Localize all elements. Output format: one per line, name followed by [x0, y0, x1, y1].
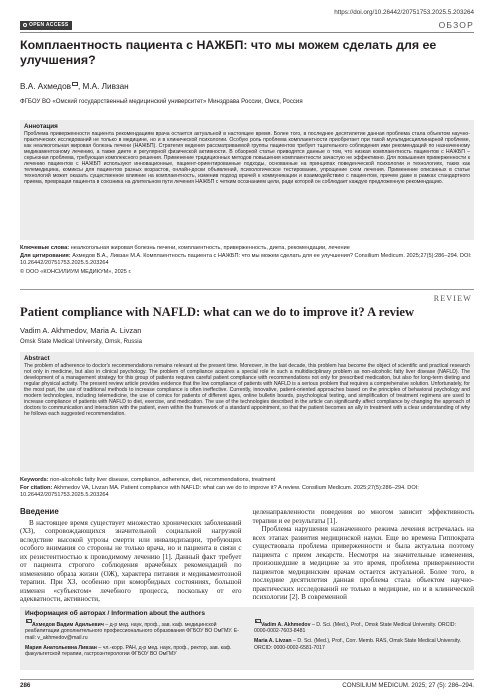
- body-paragraph: В настоящее время существует множество хронических заболеваний (ХЗ), сопровождающихся значительной социальной нагрузкой вследствие высокой угрозы смерти или инвалидизации, требующих особого внимания со стороны не только врача, но и пациента в связи с их резистентностью к проводимому лечению [1]. Данный факт требует от пациента строгого соблюдения врачебных рекомендаций по изменению образа жизни (ОЖ), характера питания и медикаментозной терапии. При ХЗ, особенно при коморбидных состояниях, большой изменен «субъектом» лечебного процесса, поскольку от его адекватности, активности,: [20, 518, 242, 604]
- title-en: Patient compliance with NAFLD: what can we do to improve it? A review: [20, 305, 415, 319]
- section-label-en: REVIEW: [433, 294, 472, 303]
- abstract-text-en: The problem of adherence to doctor's recommendations remains relevant at the present time. Moreover, in the last decade, this problem has become the object of scientific and practical research not only in medicine, but also in clinical psychology. The problem of compliance acquires a special role in such a multidisciplinary problem as non-alcoholic fatty liver disease (NAFLD). The development of a management strategy for this group of patients requires careful patient compliance with recommendations not only for prescribed medication, but also for long-term dieting and regular physical activity. The present review article provides evidence that the low compliance of patients with NAFLD is a serious problem that requires a comprehensive solution. Unfortunately, for the most part, the use of traditional methods to increase compliance is often ineffective. Currently, innovative, patient-oriented approaches based on the principles of behavioral psychology and modern technologies, including telemedicine, the use of comics for patients of different ages, online bulletin boards, psychological testing, and simplification of treatment regimens are used to increase compliance of patients with NAFLD to diet, exercise, and medication. The use of the technologies described in the article can significantly affect compliance by changing the approach of doctors to communication and interaction with the patient, even within the framework of a standard appointment, so that the patient becomes an ally in treatment with a clear understanding of why he follows each suggested recommendation.: [24, 363, 470, 418]
- abstract-box-en: [20, 352, 474, 472]
- authors-en: [20, 326, 141, 335]
- copyright: © ООО «КОНСИЛИУМ МЕДИКУМ», 2025 г.: [20, 269, 132, 275]
- doi-link[interactable]: https://doi.org/10.26442/20751753.2025.5.203264: [334, 9, 474, 16]
- citation-en: [20, 485, 474, 499]
- affiliation-en: Omsk State Medical University, Omsk, Russia: [20, 339, 142, 345]
- affiliation-ru: ФГБОУ ВО «Омский государственный медицинский университет» Минздрава России, Омск, Россия: [20, 98, 303, 105]
- author-separator: ,: [86, 326, 91, 335]
- author-livzan-en: Maria A. Livzan: [90, 326, 142, 335]
- author-information-grid: [25, 619, 469, 661]
- body-column-right: [253, 508, 475, 604]
- citation-label-en: For citation:: [20, 485, 53, 491]
- journal-reference: CONSILIUM MEDICUM. 2025; 27 (5): 286–294.: [342, 682, 474, 689]
- authors-ru: [20, 82, 129, 91]
- author-info-name: Мария Анатольевна Ливзан: [25, 644, 97, 651]
- envelope-icon[interactable]: [255, 619, 261, 623]
- page-number: 286: [20, 682, 31, 689]
- abstract-heading-ru: Аннотация: [24, 123, 58, 130]
- body-paragraph: целенаправленности поведения во многом зависит эффективность терапии и ее результаты [1].: [252, 508, 474, 525]
- divider: [20, 289, 474, 290]
- introduction-heading: Введение: [20, 507, 59, 516]
- author-information-box: [20, 607, 474, 670]
- author-info-text: – D. Sci. (Med.), Prof., Corr. Memb. RAS, Omsk State Medical University. ORCID: 0000-0002-6581-7017: [254, 638, 461, 651]
- open-access-label: OPEN ACCESS: [29, 22, 69, 28]
- author-info-livzan-en: [254, 638, 469, 651]
- author-separator: ,: [77, 82, 83, 92]
- keywords-text-en: non-alcoholic fatty liver disease, compliance, adherence, diet, recommendations, treatment: [48, 477, 276, 483]
- page-footer: [20, 679, 474, 689]
- author-information-en: [254, 619, 469, 661]
- author-livzan-ru: М.А. Ливзан: [82, 82, 129, 92]
- abstract-heading-en: Abstract: [24, 355, 50, 362]
- citation-text-en: Akhmedov VA, Livzan MA. Patient compliance with NAFLD: what can we do to improve it? A review. Consilium Medicum. 2025;27(5):286–294. DOI: 10.26442/20751753.2025.5.203264: [20, 485, 419, 498]
- author-info-akhmedov-ru: [25, 619, 240, 641]
- citation-label-ru: Для цитирования:: [20, 253, 71, 259]
- author-information-heading: Информация об авторах / Information about the authors: [25, 610, 205, 617]
- author-akhmedov-ru: В.А. Ахмедов: [20, 82, 71, 92]
- open-lock-icon: [23, 23, 27, 27]
- citation-text-ru: Ахмедов В.А., Ливзан М.А. Комплаентность пациента с НАЖБП: что мы можем сделать для ее улучшения? Consilium Medicum. 2025;27(5):286–294. DOI: 10.26442/20751753.2025.5.203264: [20, 253, 472, 266]
- abstract-text-ru: Проблема приверженности пациента рекомендациям врача остается актуальной в настоящее время. Более того, в последнее десятилетие данная проблема стала объектом научно-практических исследований не только в медицине, но и в клинической психологии. Особую роль проблема комплаентности приобретает при такой мультидисциплинарной проблеме, как неалкогольная жировая болезнь печени (НАЖБП). Стратегия ведения рассматриваемой группы пациентов требует тщательного соблюдения ими рекомендаций по назначенному медикаментозному лечению, а также диете и регулярной физической активности. В обзорной статье приводятся данные о том, что низкая комплаентность пациентов с НАЖБП – серьезная проблема, требующая комплексного решения. Применение традиционных методов повышения комплаентности зачастую не эффективно. Для повышения приверженности к лечению пациентов с НАЖБП используют инновационные, пациент-ориентированные подходы, основанные на принципах поведенческой психологии и технологиях, таких как телемедицина, комиксы для пациентов разных возрастов, онлайн-доски объявлений, психологическое тестирование, упрощение схем лечения. Применение описанных в статье технологий может оказать существенное влияние на комплаентность, изменив подход врачей к коммуникации и взаимодействию с пациентом, причем даже в рамках стандартного приема, превращая пациента в союзника на длительном пути лечения НАЖБП с четким осознанием цели, ради которой он соблюдает каждую предложенную рекомендацию.: [24, 131, 470, 186]
- citation-ru: [20, 253, 474, 267]
- open-access-badge: [20, 21, 72, 30]
- author-info-text: – д-р мед. наук, проф., зав. каф. медицинской реабилитации дополнительного профессионального образования ФГБОУ ВО ОмГМУ. E-mail: v_akhmedov@mail.ru: [25, 622, 239, 641]
- author-info-name: Vadim A. Akhmedov: [261, 622, 311, 629]
- author-info-name: Ахмедов Вадим Адильевич: [32, 622, 104, 629]
- body-column-left: [20, 508, 242, 604]
- author-information-ru: [25, 619, 240, 661]
- keywords-label-ru: Ключевые слова:: [20, 245, 70, 251]
- abstract-box-ru: [20, 120, 474, 240]
- header-bar: [20, 20, 474, 33]
- envelope-icon[interactable]: [72, 82, 78, 86]
- keywords-label-en: Keywords:: [20, 477, 49, 483]
- author-info-text: – D. Sci. (Med.), Prof., Omsk State Medical University. ORCID: 0000-0002-7603-8481: [254, 622, 456, 635]
- section-label-ru: ОБЗОР: [438, 20, 474, 30]
- author-akhmedov-en: Vadim A. Akhmedov: [20, 326, 87, 335]
- title-ru: Комплаентность пациента с НАЖБП: что мы можем сделать для ее улучшения?: [20, 38, 437, 67]
- author-info-text: – чл.-корр. РАН, д-р мед. наук, проф., ректор, зав. каф. факультетской терапии, гастроэнтерологии ФГБОУ ВО ОмГМУ: [25, 644, 232, 657]
- keywords-en: [20, 477, 474, 484]
- author-info-livzan-ru: [25, 645, 240, 658]
- keywords-ru: [20, 245, 474, 252]
- article-body: [20, 508, 474, 604]
- author-info-akhmedov-en: [254, 619, 469, 635]
- body-paragraph: Проблема нарушения назначенного режима лечения встречалась на всех этапах развития медицинской науки. Еще во времена Гиппократа существовала проблема приверженности и была актуальна поэтому пациента с прием лекарств. Несмотря на значительные изменения, произошедшие в медицине за это время, проблема приверженности пациентов медицинским врачам остается актуальной. Более того, в последние десятилетия данная проблема стала объектом научно-практических исследований не только в медицине, но и в клинической психологии [2]. В современной: [252, 525, 474, 602]
- keywords-text-ru: неалкогольная жировая болезнь печени, комплаентность, приверженность, диета, рекомендации, лечение: [69, 245, 350, 251]
- envelope-icon[interactable]: [26, 619, 32, 623]
- author-info-name: Maria A. Livzan: [254, 638, 292, 645]
